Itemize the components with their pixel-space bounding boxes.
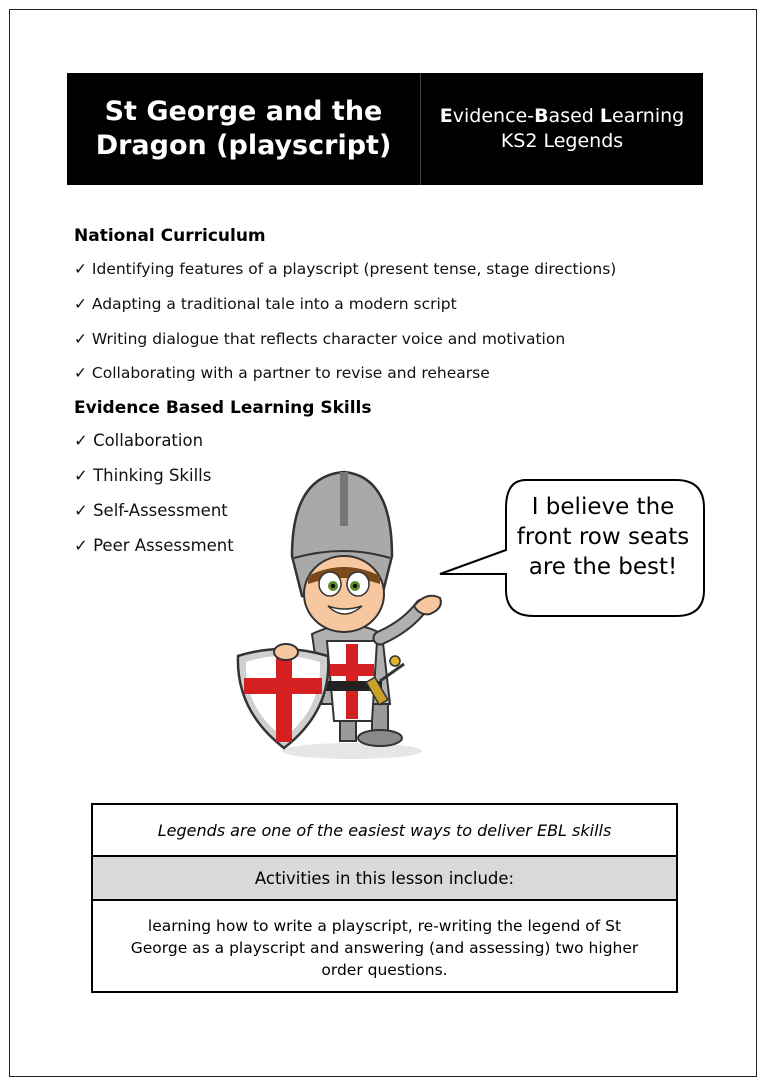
national-curriculum-heading: National Curriculum	[74, 226, 266, 246]
nc-item: ✓ Writing dialogue that reflects character voice and motivation	[74, 330, 566, 348]
page-title	[96, 95, 392, 163]
ebl-vidence: vidence-	[452, 105, 535, 127]
title-line-1: St George and the	[104, 96, 383, 127]
ebl-earning: earning	[612, 105, 685, 127]
header-banner	[67, 73, 703, 185]
ebl-e: E	[439, 105, 453, 127]
subtitle: KS2 Legends	[500, 130, 624, 152]
ebl-skill-item: ✓ Peer Assessment	[74, 536, 234, 555]
ebl-skill-item: ✓ Collaboration	[74, 431, 204, 450]
ebl-skill-item: ✓ Thinking Skills	[74, 466, 212, 485]
subtitle-panel	[421, 73, 703, 185]
knight-illustration	[232, 466, 452, 766]
nc-item: ✓ Collaborating with a partner to revise and rehearse	[74, 364, 490, 382]
nc-item: ✓ Adapting a traditional tale into a modern script	[74, 295, 457, 313]
speech-bubble-text: I believe the front row seats are the best!	[516, 494, 690, 580]
ebl-skill-item: ✓ Self-Assessment	[74, 501, 228, 520]
activities-text: learning how to write a playscript, re-writing the legend of St George as a playscript and answering (and assessing) two higher order questions.	[130, 917, 639, 979]
nc-item: ✓ Identifying features of a playscript (present tense, stage directions)	[74, 260, 617, 278]
activities-heading: Activities in this lesson include:	[93, 857, 676, 901]
title-panel	[67, 73, 421, 185]
title-line-2: Dragon (playscript)	[95, 130, 392, 161]
ebl-b: B	[534, 105, 549, 127]
ebl-label	[440, 104, 684, 129]
ebl-l: L	[599, 105, 612, 127]
ebl-ased: ased	[548, 105, 600, 127]
lesson-info-box	[91, 803, 678, 993]
ebl-skills-heading: Evidence Based Learning Skills	[74, 398, 372, 418]
tagline: Legends are one of the easiest ways to deliver EBL skills	[93, 805, 676, 857]
